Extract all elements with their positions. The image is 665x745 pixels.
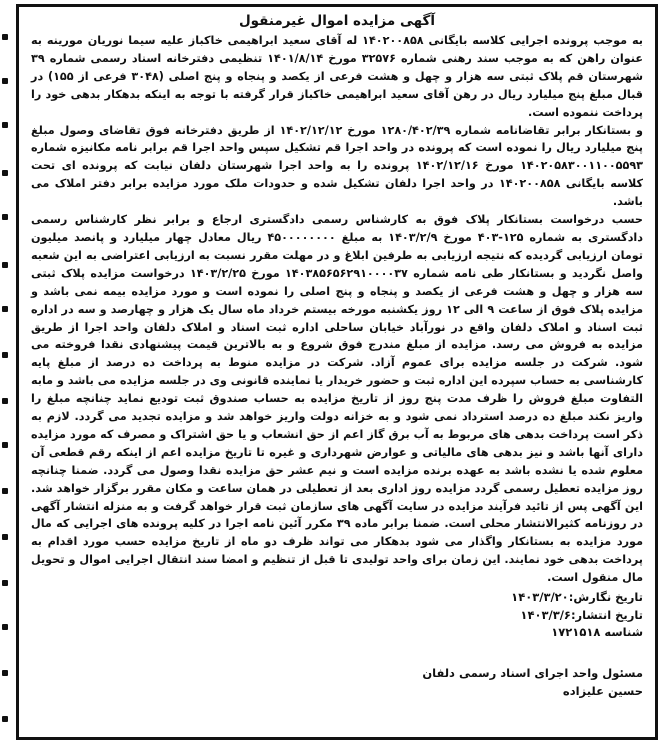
auction-notice xyxy=(16,4,658,740)
notice-paragraph-3: حسب درخواست بستانکار پلاک فوق به کارشناس رسمی دادگستری ارجاع و برابر نظر کارشناس رسمی دادگستری به شماره ۱۲۵-۴۰۳ مورخ ۱۴۰۳/۲/۹ به مبلغ ۴۵۰۰۰۰۰۰۰۰ ریال معادل چهار میلیارد و پانصد میلیون تومان ارزیابی گردیده که نتیجه ارزیابی به طرفین ابلاغ و در مهلت مقرر نسبت به ارزیابی اعتراضی به این شعبه واصل نگردید و بستانکار طی نامه شماره ۱۴۰۳۸۵۶۵۶۲۹۱۰۰۰۰۳۷ مورخ ۱۴۰۳/۲/۲۵ درخواست مزایده پلاک ثبتی سه هزار و چهل و هشت فرعی از یکصد و پنجاه و پنج اصلی را نموده است و مورد مزایده بیمه نمی باشد و مزایده پلاک فوق از ساعت ۹ الی ۱۲ روز یکشنبه مورخه بیستم خرداد ماه سال یک هزار و چهارصد و سه در اداره ثبت اسناد و املاک دلفان واقع در نورآباد خیابان ساحلی اداره ثبت اسناد و املاک دلفان واحد اجرا از طریق مزایده به فروش می رسد. مزایده از مبلغ مندرج فوق شروع و به بالاترین قیمت پیشنهادی نقدا فروخته می شود. شرکت در جلسه مزایده برای عموم آزاد. شرکت در مزایده منوط به پرداخت ده درصد از مبلغ پایه کارشناسی به حساب سپرده این اداره ثبت و حضور خریدار یا نماینده قانونی وی در جلسه مزایده می باشد و مابه التفاوت مبلغ فروش را ظرف مدت پنج روز از تاریخ مزایده به حساب صندوق ثبت تودیع نماید چنانچه مبلغ را واریز نکند مبلغ ده درصد استرداد نمی شود و به خزانه دولت واریز خواهد شد و مزایده تجدید می گردد. لازم به ذکر است پرداخت بدهی های مربوط به آب برق گاز اعم از حق انشعاب و یا حق اشتراک و مصرف که مورد مزایده دارای آنها باشد و نیز بدهی های مالیاتی و عوارض شهرداری و غیره تا تاریخ مزایده اعم از اینکه رقم قطعی آن معلوم شده یا نشده باشد به عهده برنده مزایده است و نیم عشر حق مزایده نقدا وصول می گردد. ضمنا چنانچه روز مزایده تعطیل رسمی گردد مزایده روز اداری بعد از تعطیلی در همان ساعت و مکان مقرر برگزار خواهد شد. این آگهی پس از تائید فرآیند مزایده در سایت آگهی های سازمان ثبت قرار خواهد گرفت و به منزله انتشار آگهی در روزنامه کثیرالانتشار محلی است. ضمنا برابر ماده ۳۹ مکرر آئین نامه اجرا در کلیه پرونده های اجرایی که مال مورد مزایده به بستانکار واگذار می شود بدهکار می تواند ظرف دو ماه از تاریخ مزایده حسب مورد اقدام به پرداخت بدهی خود نمایند. این زمان برای واحد تولیدی تا قبل از تنظیم و امضا سند انتقال اجرایی اموال و تحویل مال منقول است. xyxy=(31,213,644,585)
page-edge-marks xyxy=(0,0,12,745)
date-published: تاریخ انتشار:۱۴۰۳/۳/۶ xyxy=(520,607,643,622)
notice-body xyxy=(31,32,643,587)
notice-paragraph-2: و بستانکار برابر تقاضانامه شماره ۱۲۸۰/۴۰۲/۳۹ مورخ ۱۴۰۲/۱۲/۱۲ از طریق دفترخانه فوق تقاضای وصول مبلغ پنج میلیارد ریال را نموده است که پرونده در واحد اجرا قم تشکیل سپس واحد اجرا قم برابر نامه مکانیزه شماره ۱۴۰۲۰۵۸۳۰۰۱۱۰۰۵۵۹۳ مورخ ۱۴۰۲/۱۲/۱۶ پرونده را به واحد اجرا شهرستان دلفان نیابت که پرونده ای تحت کلاسه بایگانی ۱۴۰۲۰۰۸۵۸ در واحد اجرا دلفان تشکیل شده و حدودات ملک مورد مزایده برابر دفتر املاک می باشد. xyxy=(31,123,644,209)
signatory-name: حسین علیزاده xyxy=(562,683,643,698)
notice-meta xyxy=(31,589,643,642)
signature-block xyxy=(31,664,643,700)
notice-paragraph-1: به موجب پرونده اجرایی کلاسه بایگانی ۱۴۰۲۰۰۸۵۸ له آقای سعید ابراهیمی خاکباز علیه سیما نوریان مورینه به عنوان راهن که به موجب سند رهنی شماره ۳۲۵۷۶ مورخ ۱۴۰۱/۸/۱۴ تنظیمی دفترخانه اسناد رسمی شماره ۳۹ شهرستان قم پلاک ثبتی سه هزار و چهل و هشت فرعی از یکصد و پنجاه و پنج اصلی (۳۰۴۸ فرعی از ۱۵۵) در قبال مبلغ پنج میلیارد ریال در رهن آقای سعید ابراهیمی خاکباز قرار گرفته با توجه به اینکه بدهکار بدهی خود را پرداخت ننموده است. xyxy=(31,34,643,119)
notice-title: آگهی مزایده اموال غیرمنقول xyxy=(238,13,436,29)
date-written: تاریخ نگارش:۱۴۰۳/۳/۲۰ xyxy=(511,590,643,605)
notice-id: شناسه ۱۷۲۱۵۱۸ xyxy=(551,625,643,640)
signatory-title: مسئول واحد اجرای اسناد رسمی دلفان xyxy=(422,665,643,680)
